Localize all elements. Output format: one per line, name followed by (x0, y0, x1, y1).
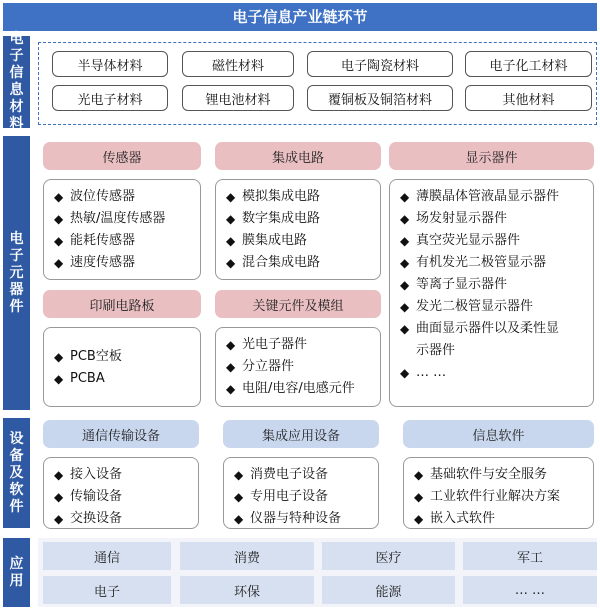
ic-list (215, 179, 381, 280)
bullet-icon: ◆ (400, 300, 410, 314)
list-item: ◆ 热敏/温度传感器 (54, 208, 190, 230)
bullet-icon: ◆ (400, 234, 410, 248)
material-item: 电子化工材料 (465, 51, 592, 77)
bullet-icon: ◆ (400, 278, 410, 292)
sensor-list (43, 179, 201, 280)
side-char: 电 (9, 230, 24, 247)
side-label-applications (3, 538, 30, 607)
list-item: ◆ 交换设备 (54, 508, 188, 530)
display-list (389, 179, 594, 407)
application-item: 通信 (43, 542, 171, 570)
key-components-header: 关键元件及模组 (215, 290, 381, 318)
bullet-icon: ◆ (414, 512, 424, 526)
bullet-icon: ◆ (54, 234, 64, 248)
sensor-header: 传感器 (43, 142, 201, 170)
bullet-icon: ◆ (400, 366, 410, 380)
list-item: ◆ 仪器与特种设备 (234, 508, 368, 530)
list-item: ◆ 混合集成电路 (226, 252, 370, 274)
material-item: 光电子材料 (52, 85, 168, 111)
comm-list (43, 457, 199, 529)
list-item: ◆ 数字集成电路 (226, 208, 370, 230)
page-title: 电子信息产业链环节 (3, 3, 597, 31)
side-label-materials (3, 31, 30, 132)
side-char: 息 (9, 82, 24, 98)
list-item: ◆ 曲面显示器件以及柔性显 (400, 318, 583, 340)
pcb-header: 印刷电路板 (43, 290, 201, 318)
list-item: ◆ 波位传感器 (54, 186, 190, 208)
software-list (403, 457, 594, 529)
bullet-icon: ◆ (54, 256, 64, 270)
side-char: 信 (9, 65, 24, 81)
bullet-icon: ◆ (400, 256, 410, 270)
application-item: 能源 (322, 576, 455, 604)
list-item: ◆ PCB空板 (54, 346, 190, 368)
list-item: ◆ 膜集成电路 (226, 230, 370, 252)
side-char: 材 (9, 99, 24, 115)
list-item: ◆ 速度传感器 (54, 252, 190, 274)
list-item: ◆ 场发射显示器件 (400, 208, 583, 230)
bullet-icon: ◆ (226, 338, 236, 352)
pcb-list (43, 327, 201, 407)
side-char: 软 (9, 481, 24, 498)
comm-header: 通信传输设备 (43, 420, 199, 448)
list-item: ◆ 工业软件行业解决方案 (414, 486, 583, 508)
application-item: 环保 (180, 576, 314, 604)
side-char: 料 (9, 116, 24, 132)
bullet-icon: ◆ (226, 212, 236, 226)
bullet-icon: ◆ (414, 490, 424, 504)
bullet-icon: ◆ (414, 468, 424, 482)
bullet-icon: ◆ (54, 468, 64, 482)
integ-list (223, 457, 379, 529)
integ-header: 集成应用设备 (223, 420, 379, 448)
bullet-icon: ◆ (54, 212, 64, 226)
application-item: 军工 (463, 542, 597, 570)
list-item: ◆ 接入设备 (54, 464, 188, 486)
side-label-components (3, 136, 30, 410)
list-item: ◆ 专用电子设备 (234, 486, 368, 508)
application-item: … … (463, 576, 597, 604)
side-char: 器 (9, 281, 24, 298)
list-item: ◆ 电阻/电容/电感元件 (226, 378, 370, 400)
application-item: 消费 (180, 542, 314, 570)
bullet-icon: ◆ (226, 190, 236, 204)
bullet-icon: ◆ (400, 190, 410, 204)
side-label-equipment (3, 418, 30, 528)
side-char: 电 (9, 31, 24, 47)
list-item: ◆ 基础软件与安全服务 (414, 464, 583, 486)
material-item: 其他材料 (465, 85, 592, 111)
list-item: ◆ 嵌入式软件 (414, 508, 583, 530)
list-item: ◆ 模拟集成电路 (226, 186, 370, 208)
list-item: ◆ 分立器件 (226, 356, 370, 378)
side-char: 子 (9, 247, 24, 264)
side-char: 用 (9, 572, 24, 589)
list-item: ◆ … … (400, 362, 583, 384)
application-item: 电子 (43, 576, 171, 604)
bullet-icon: ◆ (234, 468, 244, 482)
bullet-icon: ◆ (226, 256, 236, 270)
key-components-list (215, 327, 381, 407)
side-char: 件 (9, 298, 24, 315)
software-header: 信息软件 (403, 420, 594, 448)
material-item: 覆铜板及铜箔材料 (307, 85, 453, 111)
material-item: 电子陶瓷材料 (307, 51, 453, 77)
list-item: ◆ 真空荧光显示器件 (400, 230, 583, 252)
side-char: 设 (9, 430, 24, 447)
side-char: 子 (9, 48, 24, 64)
material-item: 半导体材料 (52, 51, 168, 77)
bullet-icon: ◆ (54, 512, 64, 526)
list-item: 示器件 (416, 343, 456, 358)
list-item: ◆ 能耗传感器 (54, 230, 190, 252)
display-header: 显示器件 (389, 142, 594, 170)
bullet-icon: ◆ (234, 512, 244, 526)
list-item: ◆ PCBA (54, 368, 190, 390)
list-item: ◆ 光电子器件 (226, 334, 370, 356)
side-char: 件 (9, 498, 24, 515)
bullet-icon: ◆ (226, 382, 236, 396)
side-char: 应 (9, 555, 24, 572)
material-item: 锂电池材料 (182, 85, 294, 111)
bullet-icon: ◆ (226, 234, 236, 248)
bullet-icon: ◆ (54, 372, 64, 386)
material-item: 磁性材料 (182, 51, 294, 77)
application-item: 医疗 (322, 542, 455, 570)
bullet-icon: ◆ (400, 322, 410, 336)
side-char: 及 (9, 464, 24, 481)
list-item: ◆ 传输设备 (54, 486, 188, 508)
bullet-icon: ◆ (234, 490, 244, 504)
ic-header: 集成电路 (215, 142, 381, 170)
bullet-icon: ◆ (226, 360, 236, 374)
list-item: ◆ 等离子显示器件 (400, 274, 583, 296)
list-item: ◆ 发光二极管显示器件 (400, 296, 583, 318)
side-char: 备 (9, 447, 24, 464)
bullet-icon: ◆ (400, 212, 410, 226)
bullet-icon: ◆ (54, 190, 64, 204)
side-char: 元 (9, 264, 24, 281)
bullet-icon: ◆ (54, 350, 64, 364)
list-item: ◆ 消费电子设备 (234, 464, 368, 486)
bullet-icon: ◆ (54, 490, 64, 504)
list-item: ◆ 有机发光二极管显示器 (400, 252, 583, 274)
list-item: ◆ 薄膜晶体管液晶显示器件 (400, 186, 583, 208)
